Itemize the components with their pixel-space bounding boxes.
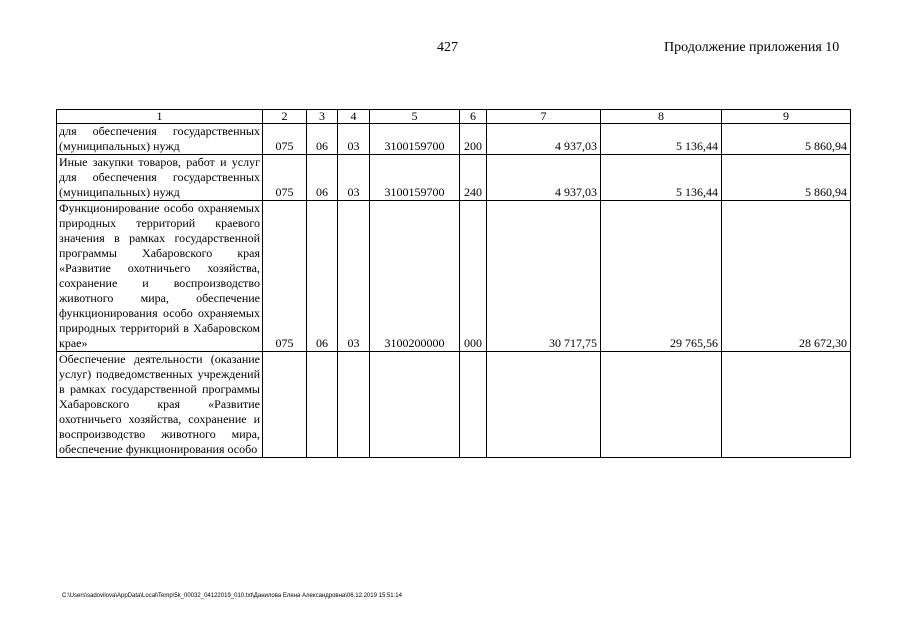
file-path-footer: C:\Users\sadovilova\AppData\Local\Temp\5k_00032_04122019_010.txt\Данилова Елена Александровна\06.12.2019 15:51:14 bbox=[62, 593, 402, 599]
table-row bbox=[57, 201, 851, 352]
header-cell: 6 bbox=[460, 110, 487, 124]
cell-value-2020: 5 136,44 bbox=[601, 155, 722, 201]
header-cell: 8 bbox=[601, 110, 722, 124]
page-number: 427 bbox=[437, 40, 458, 55]
header-cell: 5 bbox=[370, 110, 460, 124]
cell-csr: 3100159700 bbox=[370, 155, 460, 201]
cell-rz bbox=[307, 352, 338, 458]
cell-grbs: 075 bbox=[263, 124, 307, 155]
cell-rz: 06 bbox=[307, 124, 338, 155]
cell-vr: 200 bbox=[460, 124, 487, 155]
table-row bbox=[57, 155, 851, 201]
budget-table bbox=[56, 109, 851, 458]
cell-value-2020 bbox=[601, 352, 722, 458]
cell-grbs: 075 bbox=[263, 155, 307, 201]
cell-csr: 3100159700 bbox=[370, 124, 460, 155]
cell-value-2019: 30 717,75 bbox=[487, 201, 601, 352]
cell-value-2021: 5 860,94 bbox=[722, 124, 851, 155]
cell-rz: 06 bbox=[307, 155, 338, 201]
header-row bbox=[57, 110, 851, 124]
row-name: Иные закупки товаров, работ и услуг для обеспечения государственных (муниципальных) нужд bbox=[57, 155, 263, 201]
cell-pr: 03 bbox=[338, 201, 370, 352]
header-cell: 1 bbox=[57, 110, 263, 124]
cell-value-2021: 28 672,30 bbox=[722, 201, 851, 352]
row-name: Функционирование особо охраняемых природных территорий краевого значения в рамках государственной программы Хабаровского края «Развитие охотничьего хозяйства, сохранение и воспроизводство животного мира, обеспечение функционирования особо охраняемых природных территорий в Хабаровском крае» bbox=[57, 201, 263, 352]
cell-csr bbox=[370, 352, 460, 458]
cell-value-2020: 5 136,44 bbox=[601, 124, 722, 155]
cell-value-2020: 29 765,56 bbox=[601, 201, 722, 352]
table-row bbox=[57, 352, 851, 458]
cell-grbs bbox=[263, 352, 307, 458]
cell-pr: 03 bbox=[338, 155, 370, 201]
row-name: Обеспечение деятельности (оказание услуг) подведомственных учреждений в рамках государственной программы Хабаровского края «Развитие охотничьего хозяйства, сохранение и воспроизводство животного мира, обеспечение функционирования особо bbox=[57, 352, 263, 458]
cell-vr: 240 bbox=[460, 155, 487, 201]
cell-value-2019: 4 937,03 bbox=[487, 124, 601, 155]
table-row bbox=[57, 124, 851, 155]
cell-csr: 3100200000 bbox=[370, 201, 460, 352]
row-name: для обеспечения государственных (муниципальных) нужд bbox=[57, 124, 263, 155]
cell-value-2021 bbox=[722, 352, 851, 458]
cell-pr bbox=[338, 352, 370, 458]
header-cell: 7 bbox=[487, 110, 601, 124]
continuation-label: Продолжение приложения 10 bbox=[664, 40, 840, 55]
cell-pr: 03 bbox=[338, 124, 370, 155]
cell-value-2019: 4 937,03 bbox=[487, 155, 601, 201]
cell-value-2019 bbox=[487, 352, 601, 458]
cell-vr bbox=[460, 352, 487, 458]
cell-rz: 06 bbox=[307, 201, 338, 352]
header-cell: 9 bbox=[722, 110, 851, 124]
cell-value-2021: 5 860,94 bbox=[722, 155, 851, 201]
header-cell: 4 bbox=[338, 110, 370, 124]
header-cell: 2 bbox=[263, 110, 307, 124]
cell-grbs: 075 bbox=[263, 201, 307, 352]
header-cell: 3 bbox=[307, 110, 338, 124]
cell-vr: 000 bbox=[460, 201, 487, 352]
